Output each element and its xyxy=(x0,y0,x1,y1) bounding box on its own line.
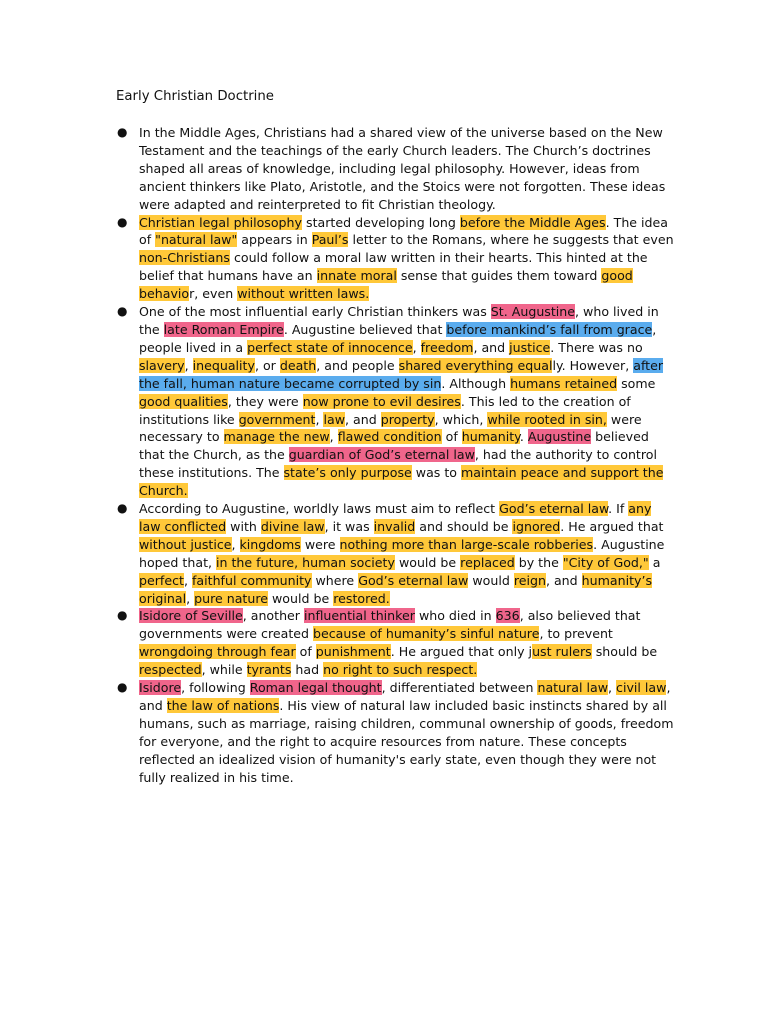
body-text: , and xyxy=(345,411,381,427)
body-text: . He argued that only j xyxy=(390,644,533,660)
highlighted-text: good behavio xyxy=(139,268,633,302)
bullet-icon: ● xyxy=(117,608,128,623)
highlighted-text: guardian of God’s eternal law xyxy=(288,447,475,463)
body-text: , which, xyxy=(434,411,488,427)
highlighted-text: kingdoms xyxy=(239,536,301,552)
body-text: would be xyxy=(394,554,461,570)
body-text: letter to the Romans, where he suggests that even xyxy=(348,232,674,248)
body-text: . He argued that xyxy=(560,518,664,534)
body-text: , while xyxy=(201,662,247,678)
highlighted-text: the law of nations xyxy=(166,698,280,713)
body-text: , it was xyxy=(324,518,374,534)
body-text: where xyxy=(311,572,359,588)
body-text: a xyxy=(648,554,661,570)
highlighted-text: law xyxy=(323,411,346,427)
highlighted-text: shared everything equal xyxy=(398,357,553,373)
body-text: In the Middle Ages, Christians had a shared view of the universe based on the New Testament and the teachings of the early Church leaders. The Church’s doctrines shaped all areas of knowledge, including legal philosophy. However, ideas from ancient thinkers like Plato, Aristotle, and the Stoics were not forgotten. These ideas were adapted and reinterpreted to fit Christian theology. xyxy=(139,125,666,212)
body-text: r, even xyxy=(189,286,238,302)
highlighted-text: ust rulers xyxy=(532,644,592,660)
highlighted-text: perfect xyxy=(139,572,184,588)
highlighted-text: tyrants xyxy=(246,662,292,678)
body-text: , and xyxy=(139,680,671,713)
highlighted-text: God’s eternal law xyxy=(499,501,609,517)
bullet-list xyxy=(116,124,676,787)
highlighted-text: after the fall, human nature became corrupted by sin xyxy=(139,357,664,391)
body-text: . There was no xyxy=(550,339,643,355)
highlighted-text: nothing more than large-scale robberies xyxy=(339,536,594,552)
highlighted-text: faithful community xyxy=(191,572,312,588)
body-text: , xyxy=(315,411,324,427)
highlighted-text: divine law xyxy=(260,518,325,534)
list-item xyxy=(116,679,676,786)
highlighted-text: freedom xyxy=(420,339,474,355)
highlighted-text: "natural law" xyxy=(155,232,238,248)
body-text: would be xyxy=(268,590,334,606)
highlighted-text: reign xyxy=(513,572,546,588)
body-text: . Although xyxy=(441,375,511,391)
body-text: , and xyxy=(473,339,510,355)
list-item xyxy=(116,303,676,500)
list-item xyxy=(116,214,676,304)
highlighted-text: 636 xyxy=(495,608,520,624)
list-item xyxy=(116,500,676,607)
list-item xyxy=(116,124,676,214)
highlighted-text: before mankind’s fall from grace xyxy=(446,321,653,337)
bullet-icon: ● xyxy=(117,304,128,319)
body-text: had xyxy=(291,662,324,678)
highlighted-text: invalid xyxy=(373,518,416,534)
body-text: , xyxy=(184,357,193,373)
highlighted-text: ignored xyxy=(512,518,561,534)
body-text: , xyxy=(412,339,421,355)
body-text: were necessary to xyxy=(139,411,642,445)
body-text: who died in xyxy=(414,608,496,624)
body-text: , xyxy=(231,536,240,552)
body-text: , they were xyxy=(227,393,303,409)
body-text: could follow a moral law written in their hearts. This hinted at the belief that humans have an xyxy=(139,250,648,284)
highlighted-text: humanity’s original xyxy=(139,572,653,606)
highlighted-text: maintain peace and support the Church. xyxy=(139,465,664,499)
highlighted-text: before the Middle Ages xyxy=(459,214,606,230)
body-text: , xyxy=(329,429,338,445)
highlighted-text: natural law xyxy=(537,680,609,696)
highlighted-text: without written laws. xyxy=(237,286,370,302)
body-text: , also believed that governments were created xyxy=(139,608,641,642)
highlighted-text: inequality xyxy=(192,357,255,373)
body-text: , people lived in a xyxy=(139,321,657,355)
body-text: , following xyxy=(181,680,250,696)
body-text: . This led to the creation of institutions like xyxy=(139,393,631,427)
body-text: . Augustine believed that xyxy=(283,321,447,337)
bullet-icon: ● xyxy=(117,214,128,229)
body-text: One of the most influential early Christian thinkers was xyxy=(139,304,491,320)
highlighted-text: replaced xyxy=(460,554,515,570)
body-text: would xyxy=(468,572,514,588)
highlighted-text: while rooted in sin, xyxy=(487,411,607,427)
body-text: of xyxy=(441,429,462,445)
body-text: , another xyxy=(242,608,304,624)
body-text: of xyxy=(295,644,316,660)
highlighted-text: non-Christians xyxy=(139,250,230,266)
document-title: Early Christian Doctrine xyxy=(116,89,274,104)
body-text: , xyxy=(608,680,617,696)
body-text: , who lived in the xyxy=(139,304,659,337)
body-text: , and people xyxy=(316,357,399,373)
body-text: started developing long xyxy=(302,214,460,230)
highlighted-text: Christian legal philosophy xyxy=(139,214,302,230)
body-text: , xyxy=(186,590,195,606)
highlighted-text: God’s eternal law xyxy=(358,572,469,588)
bullet-icon: ● xyxy=(117,680,128,695)
highlighted-text: flawed condition xyxy=(337,429,442,445)
highlighted-text: "City of God," xyxy=(562,554,649,570)
highlighted-text: St. Augustine xyxy=(490,304,576,320)
highlighted-text: good qualities xyxy=(139,393,228,409)
bullet-icon: ● xyxy=(117,501,128,516)
highlighted-text: any law conflicted xyxy=(139,501,652,534)
highlighted-text: no right to such respect. xyxy=(323,662,478,678)
body-text: and should be xyxy=(415,518,513,534)
body-text: , xyxy=(183,572,192,588)
highlighted-text: justice xyxy=(509,339,551,355)
body-text: some xyxy=(617,375,656,391)
highlighted-text: Augustine xyxy=(527,429,592,445)
body-text: appears in xyxy=(237,232,312,248)
highlighted-text: without justice xyxy=(139,536,232,552)
highlighted-text: slavery xyxy=(139,357,185,373)
body-text: According to Augustine, worldly laws must aim to reflect xyxy=(139,501,500,517)
highlighted-text: innate moral xyxy=(316,268,397,284)
body-text: were xyxy=(300,536,340,552)
highlighted-text: Isidore of Seville xyxy=(139,608,243,624)
body-text: . If xyxy=(608,501,629,517)
highlighted-text: government xyxy=(238,411,316,427)
highlighted-text: influential thinker xyxy=(303,608,415,624)
body-text: was to xyxy=(411,465,462,481)
body-text: , had the authority to control these institutions. The xyxy=(139,447,657,481)
highlighted-text: perfect state of innocence xyxy=(247,339,413,355)
highlighted-text: now prone to evil desires xyxy=(302,393,461,409)
highlighted-text: Isidore xyxy=(139,680,182,696)
highlighted-text: because of humanity’s sinful nature xyxy=(313,626,540,642)
highlighted-text: punishment xyxy=(315,644,391,660)
highlighted-text: property xyxy=(380,411,435,427)
highlighted-text: manage the new xyxy=(223,429,330,445)
body-text: ly. However, xyxy=(552,357,634,373)
body-text: with xyxy=(226,518,261,534)
highlighted-text: state’s only purpose xyxy=(283,465,412,481)
highlighted-text: civil law xyxy=(616,680,667,696)
body-text: . The idea of xyxy=(139,214,669,248)
body-text: believed that the Church, as the xyxy=(139,429,649,463)
body-text: , differentiated between xyxy=(381,680,538,696)
highlighted-text: Paul’s xyxy=(311,232,349,248)
body-text: should be xyxy=(591,644,658,660)
bullet-icon: ● xyxy=(117,125,128,139)
highlighted-text: humanity xyxy=(461,429,520,445)
body-text: . Augustine hoped that, xyxy=(139,536,665,570)
body-text: . xyxy=(519,429,528,445)
body-text: by the xyxy=(514,554,563,570)
highlighted-text: pure nature xyxy=(194,590,268,606)
highlighted-text: in the future, human society xyxy=(216,554,395,570)
highlighted-text: restored. xyxy=(333,590,390,606)
body-text: sense that guides them toward xyxy=(396,268,602,284)
body-text: , or xyxy=(254,357,280,373)
highlighted-text: wrongdoing through fear xyxy=(139,644,296,660)
body-text: , to prevent xyxy=(539,626,613,642)
highlighted-text: late Roman Empire xyxy=(163,321,284,337)
highlighted-text: death xyxy=(279,357,317,373)
body-text: , and xyxy=(545,572,582,588)
highlighted-text: Roman legal thought xyxy=(249,680,382,696)
highlighted-text: respected xyxy=(139,662,202,678)
list-item xyxy=(116,607,676,679)
highlighted-text: humans retained xyxy=(510,375,618,391)
body-text: . His view of natural law included basic instincts shared by all humans, such as marriage, raising children, communal ownership of goods, freedom for everyone, and the right to acquire resources from nature. These concepts reflected an idealized vision of humanity's early state, even though they were not fully realized in his time. xyxy=(139,698,674,785)
